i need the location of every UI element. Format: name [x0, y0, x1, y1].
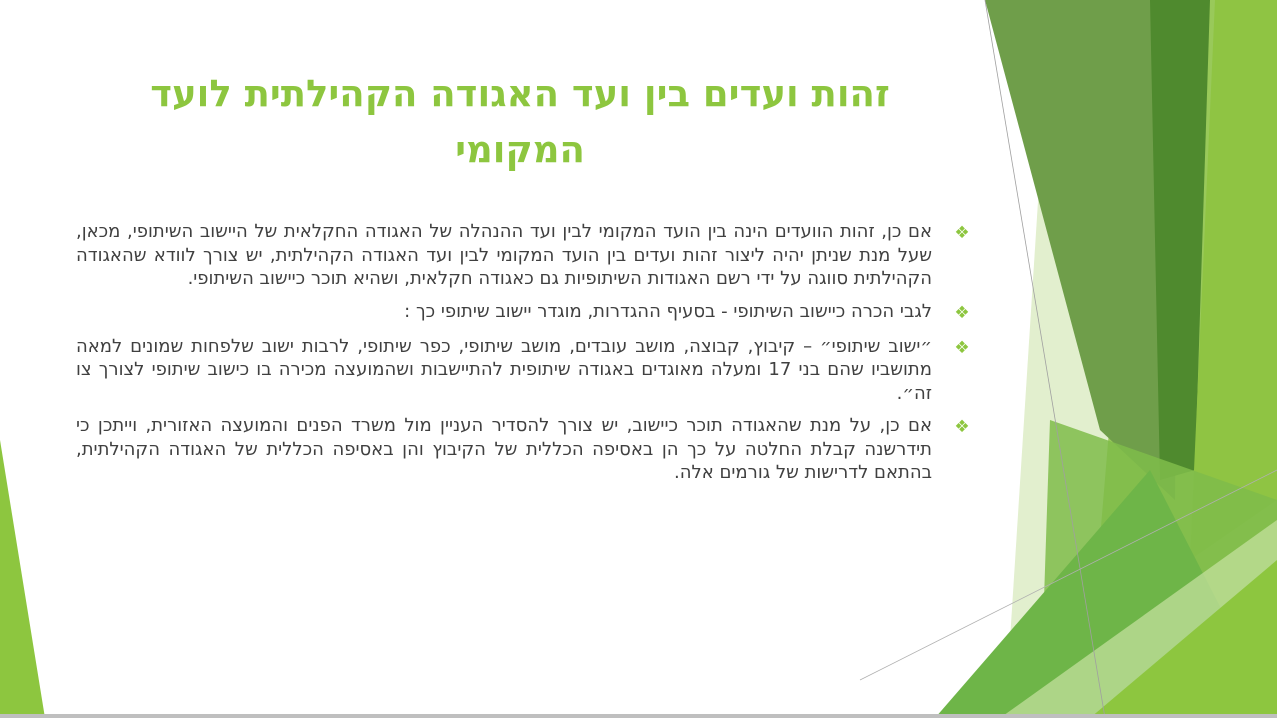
bullet-text: ״ישוב שיתופי״ – קיבוץ, קבוצה, מושב עובדים, מושב שיתופי, כפר שיתופי, לרבות ישוב שלפחות שמונים למאה מתושביו שהם בני 17 ומעלה מאוגדים באגודה שיתופית להתיישבות ושהמועצה מכירה בו כישוב שיתופי לצורך צו זה״.	[76, 335, 932, 404]
diamond-cluster-icon: ❖	[954, 302, 970, 323]
diamond-cluster-icon: ❖	[954, 417, 970, 437]
diamond-cluster-icon: ❖	[954, 223, 970, 243]
bullet-text: אם כן, זהות הוועדים הינה בין הועד המקומי לבין ועד ההנהלה של האגודה החקלאית של היישוב השיתופי, מכאן, שעל מנת שניתן יהיה ליצור זהות ועדים בין הועד המקומי לבין ועד האגודה הקהילתית, יש צורך לוודא שהאגודה הקהילתית סווגה על ידי רשם האגודות השיתופיות גם כאגודה חקלאית, ושהיא תוכר כיישוב השיתופי.	[76, 221, 932, 289]
bullet-item	[76, 414, 992, 485]
bottom-divider	[0, 714, 1277, 718]
diamond-cluster-icon: ❖	[954, 337, 970, 358]
bullet-text: לגבי הכרה כיישוב השיתופי - בסעיף ההגדרות, מוגדר יישוב שיתופי כך :	[404, 300, 932, 322]
left-green-sliver	[0, 440, 45, 718]
slide-title: זהות ועדים בין ועד האגודה הקהילתית לועד המקומי	[150, 72, 890, 171]
bullet-item	[76, 220, 992, 291]
bullet-list	[76, 220, 992, 494]
bullet-text: אם כן, על מנת שהאגודה תוכר כיישוב, יש צורך להסדיר העניין מול משרד הפנים והמועצה האזורית, וייתכן כי תידרשנה קבלת החלטה על כך הן באסיפה הכללית של הקיבוץ והן באסיפה הכללית של האגודה הקהילתית, בהתאם לדרישות של גורמים אלה.	[76, 415, 932, 483]
bullet-item	[76, 300, 992, 326]
bullet-item	[76, 335, 992, 406]
